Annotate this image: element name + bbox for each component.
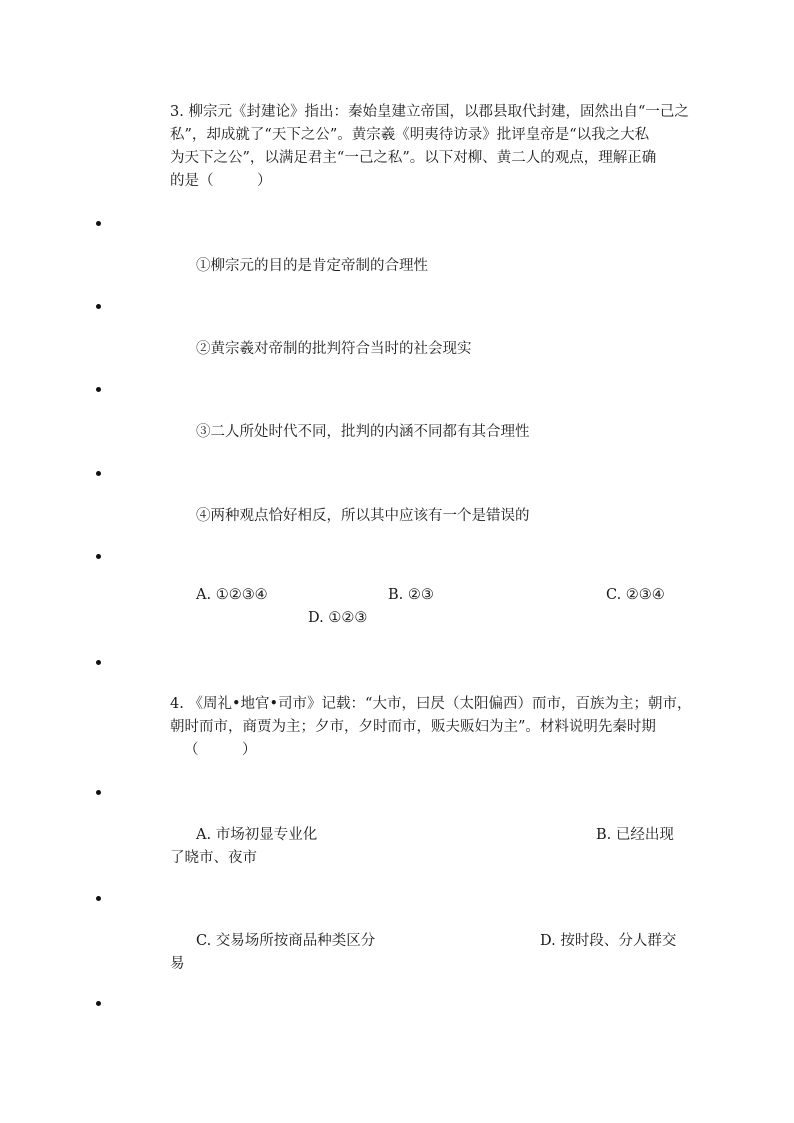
q3-statement-3: ③二人所处时代不同，批判的内涵不同都有其合理性 xyxy=(196,424,530,440)
list-bullet xyxy=(96,554,101,559)
q3-statement-1: ①柳宗元的目的是肯定帝制的合理性 xyxy=(196,258,428,274)
list-bullet xyxy=(96,304,101,309)
q3-statement-4: ④两种观点恰好相反，所以其中应该有一个是错误的 xyxy=(196,508,530,524)
q3-option-a: A. ①②③④ xyxy=(196,587,268,603)
list-bullet xyxy=(96,660,101,665)
q3-option-c: C. ②③④ xyxy=(606,587,665,603)
q3-stem-line-4: 的是（ ） xyxy=(170,173,272,189)
list-bullet xyxy=(96,1001,101,1006)
q3-option-b: B. ②③ xyxy=(388,587,434,603)
list-bullet xyxy=(96,387,101,392)
list-bullet xyxy=(96,471,101,476)
list-bullet xyxy=(96,221,101,226)
q4-stem-line-3: （ ） xyxy=(184,742,257,758)
q4-option-b-wrap: 了晓市、夜市 xyxy=(170,850,257,866)
q4-stem-line-1: 4. 《周礼•地官•司市》记载：“大市，曰昃（太阳偏西）而市，百族为主；朝市， xyxy=(170,696,692,712)
q4-option-c: C. 交易场所按商品种类区分 xyxy=(196,933,376,949)
q3-stem-line-1: 3. 柳宗元《封建论》指出：秦始皇建立帝国，以郡县取代封建，固然出自“一己之 xyxy=(170,104,689,120)
q4-option-d-wrap: 易 xyxy=(170,956,185,972)
q4-stem-line-2: 朝时而市，商贾为主；夕市，夕时而市，贩夫贩妇为主”。材料说明先秦时期 xyxy=(170,719,656,735)
q4-option-d: D. 按时段、分人群交 xyxy=(540,933,677,949)
list-bullet xyxy=(96,896,101,901)
list-bullet xyxy=(96,790,101,795)
q3-stem-line-2: 私”，却成就了“天下之公”。黄宗羲《明夷待访录》批评皇帝是“以我之大私 xyxy=(170,127,650,143)
q4-option-a: A. 市场初显专业化 xyxy=(196,827,318,843)
q3-option-d: D. ①②③ xyxy=(308,610,368,626)
q3-stem-line-3: 为天下之公”，以满足君主“一己之私”。以下对柳、黄二人的观点，理解正确 xyxy=(170,150,657,166)
q3-statement-2: ②黄宗羲对帝制的批判符合当时的社会现实 xyxy=(196,341,472,357)
q4-option-b: B. 已经出现 xyxy=(596,827,674,843)
